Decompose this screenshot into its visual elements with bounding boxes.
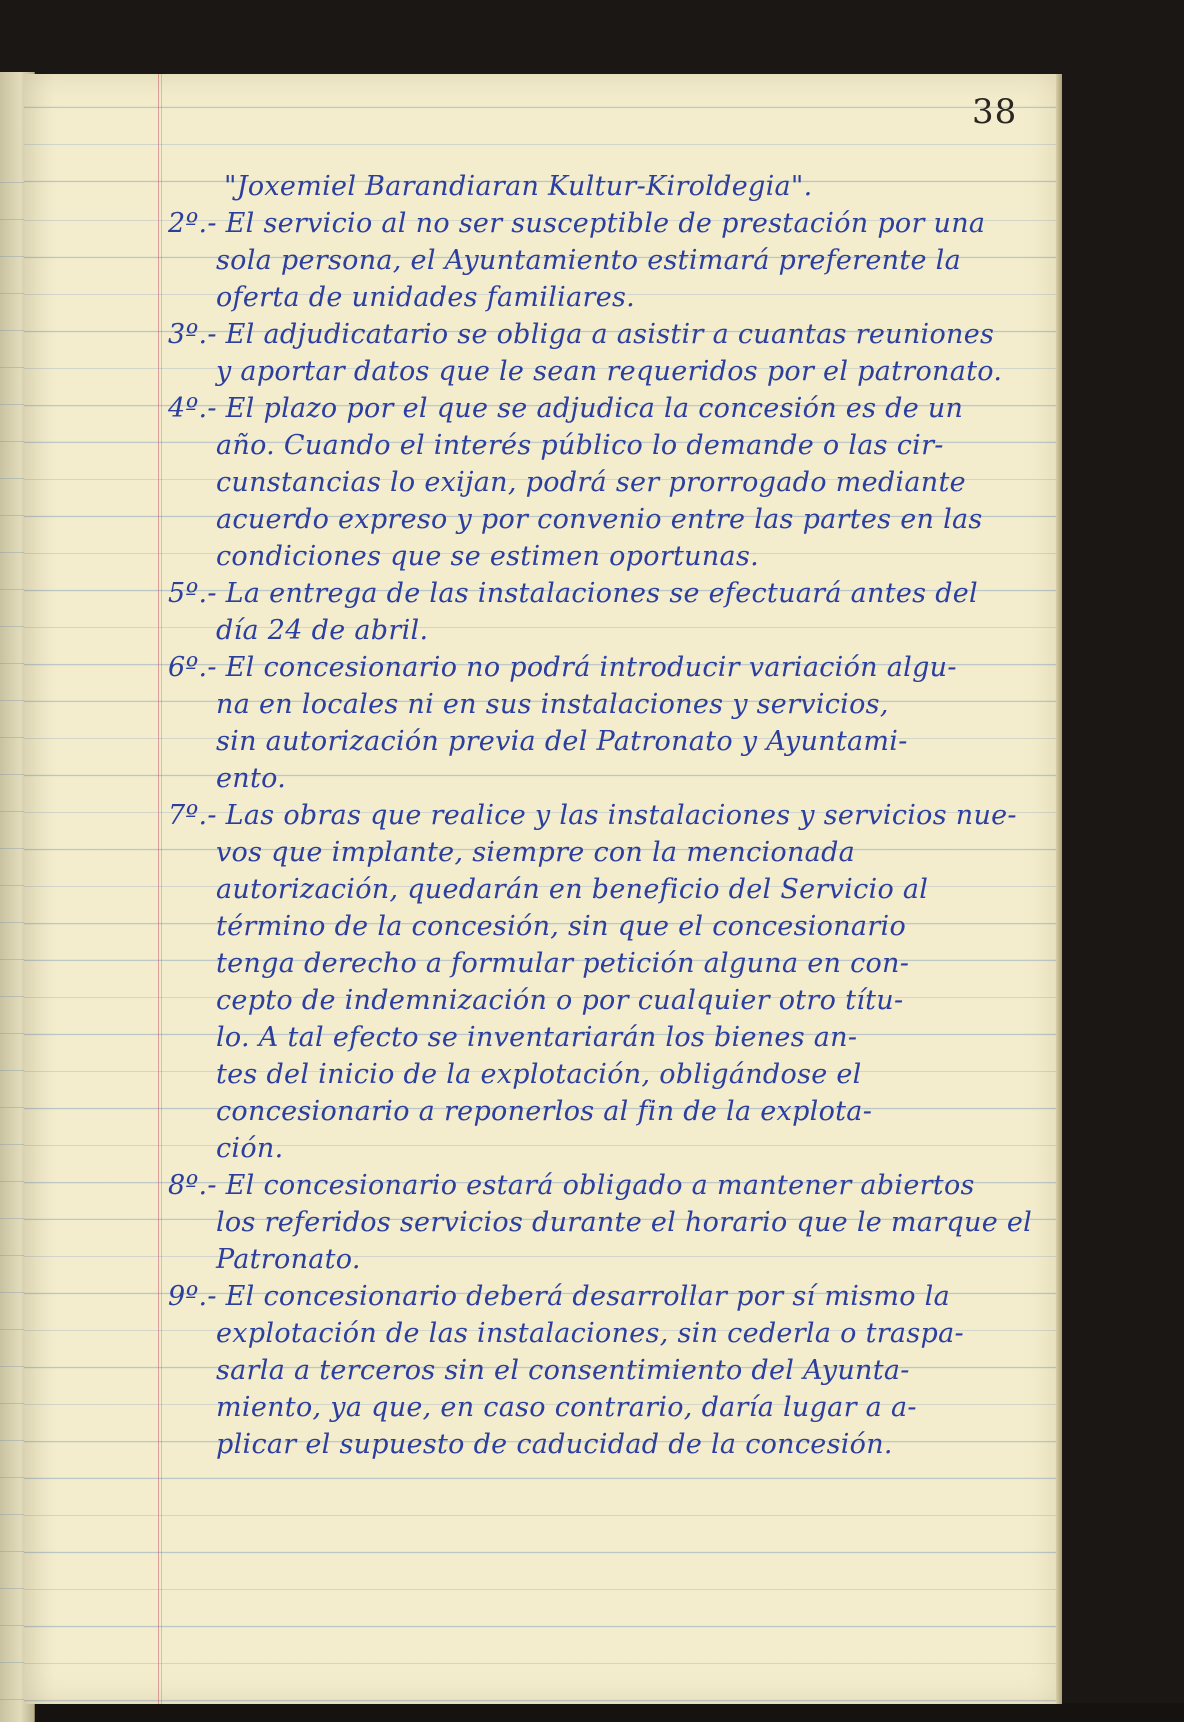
text-line: 8º.- El concesionario estará obligado a mantener abiertos xyxy=(168,1170,975,1201)
text-line: los referidos servicios durante el horario que le marque el xyxy=(216,1207,1033,1238)
margin-line-inner xyxy=(161,74,162,1704)
text-line: año. Cuando el interés público lo demande o las cir- xyxy=(216,430,944,461)
text-line: na en locales ni en sus instalaciones y servicios, xyxy=(216,689,889,720)
text-line: tenga derecho a formular petición alguna en con- xyxy=(216,948,910,979)
text-line: acuerdo expreso y por convenio entre las partes en las xyxy=(216,504,983,535)
text-line: tes del inicio de la explotación, obligándose el xyxy=(216,1059,862,1090)
handwritten-text xyxy=(168,168,1048,1463)
text-line: concesionario a reponerlos al fin de la explota- xyxy=(216,1096,873,1127)
text-line: explotación de las instalaciones, sin cederla o traspa- xyxy=(216,1318,964,1349)
text-line: cunstancias lo exijan, podrá ser prorrogado mediante xyxy=(216,467,966,498)
text-line: plicar el supuesto de caducidad de la concesión. xyxy=(216,1429,893,1460)
text-line: vos que implante, siempre con la mencionada xyxy=(216,837,856,868)
text-line: día 24 de abril. xyxy=(216,615,429,646)
text-line: 6º.- El concesionario no podrá introducir variación algu- xyxy=(168,652,957,683)
text-line: término de la concesión, sin que el concesionario xyxy=(216,911,907,942)
text-line: Patronato. xyxy=(216,1244,361,1275)
text-line: 5º.- La entrega de las instalaciones se efectuará antes del xyxy=(168,578,978,609)
text-line: 2º.- El servicio al no ser susceptible de prestación por una xyxy=(168,208,986,239)
text-line: y aportar datos que le sean requeridos por el patronato. xyxy=(216,356,1003,387)
text-line: 3º.- El adjudicatario se obliga a asistir a cuantas reuniones xyxy=(168,319,995,350)
text-line: sarla a terceros sin el consentimiento del Ayunta- xyxy=(216,1355,910,1386)
text-line: lo. A tal efecto se inventariarán los bienes an- xyxy=(216,1022,858,1053)
margin-line xyxy=(158,74,159,1704)
text-line: cepto de indemnización o por cualquier otro títu- xyxy=(216,985,904,1016)
text-line: ento. xyxy=(216,763,287,794)
text-line: 4º.- El plazo por el que se adjudica la concesión es de un xyxy=(168,393,964,424)
text-line: ción. xyxy=(216,1133,284,1164)
text-line: sola persona, el Ayuntamiento estimará preferente la xyxy=(216,245,961,276)
text-line: 9º.- El concesionario deberá desarrollar por sí mismo la xyxy=(168,1281,950,1312)
text-line: sin autorización previa del Patronato y Ayuntami- xyxy=(216,726,908,757)
page-number: 38 xyxy=(972,92,1018,132)
text-line: miento, ya que, en caso contrario, daría lugar a a- xyxy=(216,1392,917,1423)
text-line: oferta de unidades familiares. xyxy=(216,282,636,313)
text-line: 7º.- Las obras que realice y las instalaciones y servicios nue- xyxy=(168,800,1017,831)
text-line: autorización, quedarán en beneficio del Servicio al xyxy=(216,874,929,905)
text-line: "Joxemiel Barandiaran Kultur-Kiroldegia". xyxy=(224,171,813,202)
page-edge xyxy=(1056,74,1062,1704)
text-line: condiciones que se estimen oportunas. xyxy=(216,541,759,572)
